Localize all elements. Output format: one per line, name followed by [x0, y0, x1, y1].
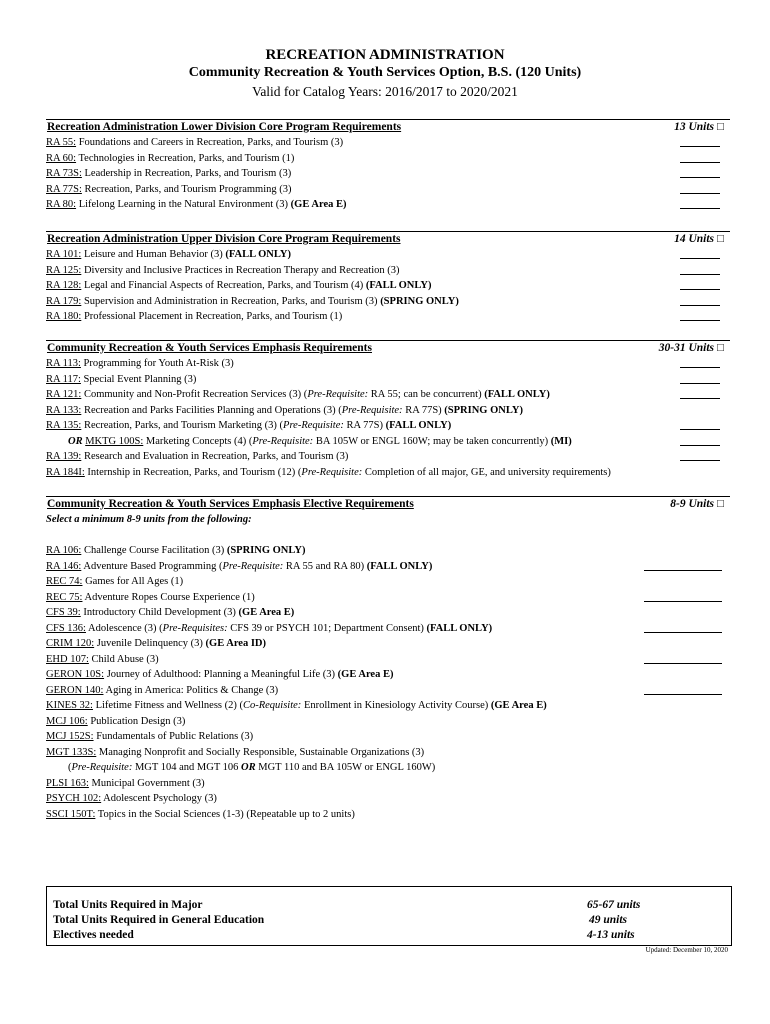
course-row [46, 151, 730, 167]
requisite-label: Pre-Requisite: [341, 404, 403, 416]
requisite-text: Completion of all major, GE, and university requirements) [362, 466, 611, 478]
electives-label: Electives needed [53, 929, 134, 941]
course-code[interactable]: RA 184I: [46, 466, 85, 478]
course-note: (SPRING ONLY) [380, 295, 459, 307]
upper-division-section [46, 231, 730, 325]
course-title: Foundations and Careers in Recreation, Parks, and Tourism (3) [76, 137, 344, 148]
course-code[interactable]: RA 55: [46, 137, 77, 148]
checkbox-icon[interactable]: □ [717, 121, 724, 133]
grade-blank-line[interactable] [644, 632, 722, 633]
course-title: Diversity and Inclusive Practices in Recreation Therapy and Recreation (3) [81, 264, 400, 276]
emphasis-section [46, 340, 730, 480]
section-units: 13 Units □ [674, 121, 724, 133]
checkbox-icon[interactable]: □ [717, 233, 724, 245]
requisite-text: MGT 104 and MGT 106 [132, 762, 242, 773]
course-row [46, 294, 730, 310]
requisite-text: RA 77S) [402, 404, 445, 416]
section-title: Recreation Administration Lower Division Core Program Requirements [47, 121, 402, 133]
requisite-text: CFS 39 or PSYCH 101; Department Consent) [227, 622, 427, 634]
course-title: Legal and Financial Aspects of Recreation, Parks, and Tourism (4) [81, 280, 366, 291]
course-list [46, 247, 730, 325]
elective-section [46, 496, 730, 822]
course-code[interactable]: RA 133: [46, 404, 82, 416]
course-title: Publication Design (3) [87, 715, 186, 727]
course-code[interactable]: PSYCH 102: [46, 793, 102, 804]
course-code[interactable]: RA 179: [46, 295, 82, 307]
totals-box [46, 886, 732, 946]
requisite-text: RA 55 and RA 80) [283, 560, 367, 572]
course-row [46, 197, 730, 213]
course-title: Professional Placement in Recreation, Parks, and Tourism (1) [81, 311, 343, 322]
total-ge-label: Total Units Required in General Education [53, 914, 265, 926]
course-row [46, 807, 730, 823]
course-row [46, 356, 730, 372]
course-row [46, 652, 730, 668]
grade-blank-line[interactable] [680, 274, 720, 275]
course-row [46, 745, 730, 761]
course-title: Child Abuse (3) [88, 653, 159, 665]
section-header [46, 231, 730, 247]
course-row [46, 465, 730, 481]
program-subtitle: Community Recreation & Youth Services Option, B.S. (120 Units) [188, 65, 582, 80]
course-note: (SPRING ONLY) [226, 545, 306, 556]
grade-blank-line[interactable] [644, 601, 722, 602]
course-code[interactable]: SSCI 150T: [46, 808, 96, 820]
electives-row [53, 927, 713, 943]
course-code[interactable]: GERON 10S: [46, 669, 105, 680]
section-units: 14 Units □ [674, 233, 724, 245]
course-code[interactable]: MKTG 100S: [85, 435, 144, 447]
course-row [46, 309, 730, 325]
course-note: (GE Area E) [490, 700, 547, 711]
course-title: Juvenile Delinquency (3) [94, 638, 206, 649]
course-row [46, 621, 730, 637]
course-row [46, 714, 730, 730]
course-code[interactable]: GERON 140: [46, 684, 104, 696]
course-row [46, 636, 730, 652]
course-code[interactable]: REC 75: [46, 591, 83, 603]
course-row [46, 278, 730, 294]
catalog-years: Valid for Catalog Years: 2016/2017 to 2020/2021 [252, 84, 518, 99]
course-note: OR [241, 762, 256, 773]
requisite-label: Co-Requisite: [242, 700, 302, 711]
course-code[interactable]: RA 180: [46, 311, 82, 322]
course-row [46, 434, 730, 450]
grade-blank-line[interactable] [680, 289, 720, 290]
course-row [46, 574, 730, 590]
total-major-label: Total Units Required in Major [53, 899, 203, 911]
course-code[interactable]: MCJ 106: [46, 715, 88, 727]
grade-blank-line[interactable] [680, 429, 720, 430]
course-title: Recreation, Parks, and Tourism Marketing (3) ( [81, 420, 284, 431]
course-title: Challenge Course Facilitation (3) [81, 545, 227, 556]
course-title: Municipal Government (3) [88, 777, 205, 789]
electives-value: 4-13 units [587, 929, 635, 941]
grade-blank-line[interactable] [680, 162, 720, 163]
course-note: (GE Area E) [337, 669, 394, 680]
course-row [46, 729, 730, 745]
requisite-text: BA 105W or ENGL 160W; may be taken concurrently) [313, 435, 551, 447]
course-code[interactable]: RA 125: [46, 264, 82, 276]
total-ge-value: 49 units [589, 914, 628, 926]
course-code[interactable]: EHD 107: [46, 653, 89, 665]
course-code[interactable]: RA 128: [46, 280, 82, 291]
course-row [46, 372, 730, 388]
total-major-row [53, 897, 713, 913]
course-row [46, 559, 730, 575]
course-code[interactable]: RA 135: [46, 420, 82, 431]
section-units: 8-9 Units □ [670, 498, 724, 510]
course-row [46, 590, 730, 606]
course-note: (MI) [550, 435, 572, 447]
course-code[interactable]: REC 74: [46, 576, 83, 587]
course-title: Managing Nonprofit and Socially Responsible, Sustainable Organizations (3) [96, 746, 425, 758]
course-row [46, 698, 730, 714]
section-units: 30-31 Units □ [658, 342, 724, 354]
course-note: (FALL ONLY) [365, 280, 432, 291]
program-title: RECREATION ADMINISTRATION [265, 47, 505, 63]
section-header [46, 340, 730, 356]
course-note: (GE Area ID) [205, 638, 266, 649]
course-title: Adolescence (3) ( [85, 622, 163, 634]
course-code[interactable]: PLSI 163: [46, 777, 89, 789]
course-note: (GE Area E) [290, 199, 347, 210]
course-row [46, 247, 730, 263]
or-label: OR [68, 435, 83, 447]
course-code[interactable]: RA 146: [46, 560, 82, 572]
section-header [46, 119, 730, 135]
course-code[interactable]: RA 77S: [46, 183, 82, 195]
requisite-text: Enrollment in Kinesiology Activity Course) [301, 700, 491, 711]
course-list [46, 135, 730, 213]
course-code[interactable]: RA 117: [46, 373, 81, 385]
course-title: Topics in the Social Sciences (1-3) (Repeatable up to 2 units) [95, 808, 355, 820]
course-note: (GE Area E) [238, 607, 295, 618]
grade-blank-line[interactable] [644, 663, 722, 664]
total-ge-row [53, 912, 713, 928]
course-title: Journey of Adulthood: Planning a Meaningful Life (3) [104, 669, 338, 680]
lower-division-section [46, 119, 730, 213]
requisite-label: Pre-Requisites: [162, 622, 228, 634]
course-title: Introductory Child Development (3) [80, 607, 239, 618]
course-row [46, 182, 730, 198]
course-row [46, 418, 730, 434]
course-title: Marketing Concepts (4) ( [143, 435, 253, 447]
course-code[interactable]: RA 80: [46, 199, 77, 210]
course-title: Leisure and Human Behavior (3) [81, 249, 226, 260]
requisite-text: MGT 110 and BA 105W or ENGL 160W) [255, 762, 436, 773]
requisite-text: RA 55; can be concurrent) [368, 389, 485, 400]
course-note: (FALL ONLY) [225, 249, 291, 260]
grade-blank-line[interactable] [680, 460, 720, 461]
course-code[interactable]: RA 139: [46, 451, 82, 462]
course-row [46, 135, 730, 151]
course-title: Lifelong Learning in the Natural Environment (3) [76, 199, 291, 210]
course-code[interactable]: CFS 136: [46, 622, 86, 634]
course-code[interactable]: RA 113: [46, 358, 81, 369]
grade-blank-line[interactable] [680, 383, 720, 384]
requisite-label: Pre-Requisite: [222, 560, 284, 572]
course-code[interactable]: RA 106: [46, 545, 82, 556]
course-title: Games for All Ages (1) [82, 576, 184, 587]
course-title: Leadership in Recreation, Parks, and Tourism (3) [81, 168, 292, 179]
grade-blank-line[interactable] [680, 445, 720, 446]
course-row [46, 263, 730, 279]
course-row [46, 776, 730, 792]
course-row [46, 791, 730, 807]
grade-blank-line[interactable] [680, 367, 720, 368]
course-title: Community and Non-Profit Recreation Services (3) ( [81, 389, 308, 400]
course-list [46, 543, 730, 822]
course-title: Supervision and Administration in Recreation, Parks, and Tourism (3) [81, 295, 381, 307]
course-title: Internship in Recreation, Parks, and Tourism (12) ( [84, 466, 302, 478]
course-row [46, 605, 730, 621]
section-title: Recreation Administration Upper Division Core Program Requirements [47, 233, 401, 245]
checkbox-icon[interactable]: □ [717, 342, 724, 354]
course-row [46, 683, 730, 699]
requisite-text: RA 77S) [343, 420, 386, 431]
course-code[interactable]: CFS 39: [46, 607, 81, 618]
grade-blank-line[interactable] [680, 258, 720, 259]
course-code[interactable]: CRIM 120: [46, 638, 95, 649]
requisite-label: Pre-Requisite: [307, 389, 369, 400]
course-row [46, 166, 730, 182]
section-title: Community Recreation & Youth Services Emphasis Requirements [47, 342, 372, 354]
course-title: Recreation and Parks Facilities Planning and Operations (3) ( [81, 404, 342, 416]
course-title: Adolescent Psychology (3) [101, 793, 217, 804]
requisite-label: Pre-Requisite: [283, 420, 344, 431]
course-code[interactable]: RA 60: [46, 152, 77, 164]
grade-blank-line[interactable] [680, 146, 720, 147]
course-row [46, 543, 730, 559]
course-title: Recreation, Parks, and Tourism Programming (3) [81, 183, 292, 195]
course-note: (FALL ONLY) [385, 420, 452, 431]
course-code[interactable]: RA 121: [46, 389, 82, 400]
course-row [46, 449, 730, 465]
grade-blank-line[interactable] [680, 193, 720, 194]
course-code[interactable]: MCJ 152S: [46, 731, 94, 742]
course-title: Lifetime Fitness and Wellness (2) ( [92, 700, 243, 711]
section-title: Community Recreation & Youth Services Emphasis Elective Requirements [47, 498, 414, 510]
course-title: Special Event Planning (3) [80, 373, 197, 385]
requisite-label: Pre-Requisite: [301, 466, 363, 478]
course-title: Adventure Based Programming ( [81, 560, 223, 572]
section-header [46, 496, 730, 512]
elective-instructions: Select a minimum 8-9 units from the following: [46, 514, 252, 525]
course-list [46, 356, 730, 480]
course-note: (SPRING ONLY) [444, 404, 523, 416]
course-row [46, 387, 730, 403]
course-title: Fundamentals of Public Relations (3) [93, 731, 254, 742]
total-major-value: 65-67 units [587, 899, 641, 911]
course-title: ( [68, 762, 72, 773]
course-code[interactable]: KINES 32: [46, 700, 93, 711]
grade-blank-line[interactable] [680, 305, 720, 306]
course-title: Technologies in Recreation, Parks, and Tourism (1) [76, 152, 295, 164]
course-title: Research and Evaluation in Recreation, Parks, and Tourism (3) [81, 451, 349, 462]
course-title: Aging in America: Politics & Change (3) [103, 684, 279, 696]
grade-blank-line[interactable] [680, 320, 720, 321]
course-note: (FALL ONLY) [426, 622, 493, 634]
grade-blank-line[interactable] [644, 570, 722, 571]
course-title: Adventure Ropes Course Experience (1) [82, 591, 255, 603]
course-code[interactable]: RA 101: [46, 249, 82, 260]
checkbox-icon[interactable]: □ [717, 498, 724, 510]
course-note: (FALL ONLY) [366, 560, 433, 572]
requisite-label: Pre-Requisite: [252, 435, 314, 447]
course-code[interactable]: MGT 133S: [46, 746, 97, 758]
course-title: Programming for Youth At-Risk (3) [80, 358, 234, 369]
course-row [46, 667, 730, 683]
course-row [46, 403, 730, 419]
course-code[interactable]: RA 73S: [46, 168, 82, 179]
course-row [46, 760, 730, 776]
requisite-label: Pre-Requisite: [71, 762, 133, 773]
grade-blank-line[interactable] [680, 208, 720, 209]
updated-date: Updated: December 10, 2020 [645, 946, 728, 954]
grade-blank-line[interactable] [680, 398, 720, 399]
course-note: (FALL ONLY) [484, 389, 550, 400]
grade-blank-line[interactable] [644, 694, 722, 695]
grade-blank-line[interactable] [680, 177, 720, 178]
